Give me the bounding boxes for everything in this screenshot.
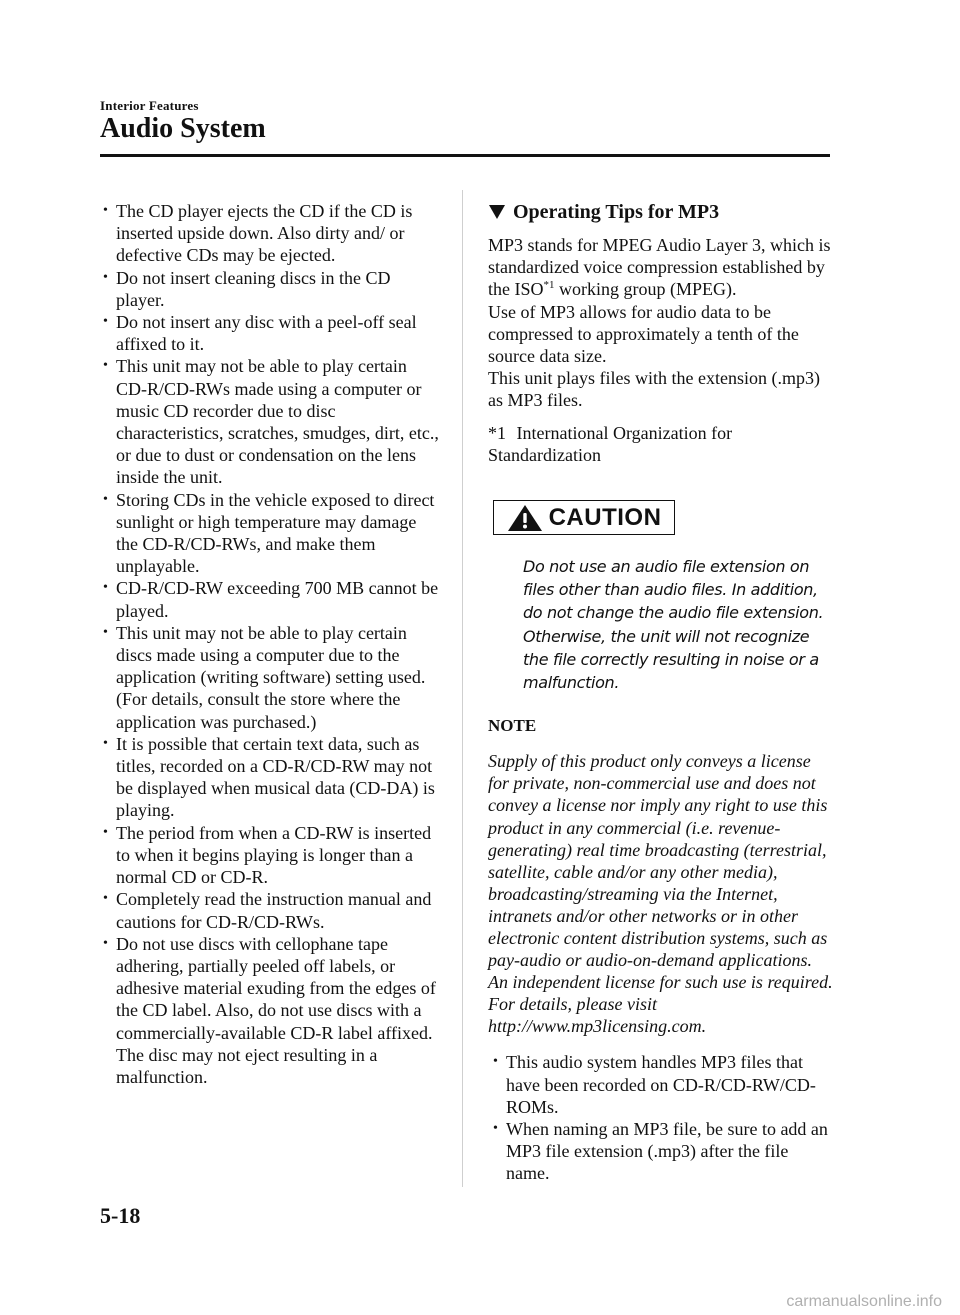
bullet-dot-icon: • xyxy=(103,580,108,596)
header-rule xyxy=(100,154,830,157)
warning-triangle-icon xyxy=(507,504,543,532)
bullet-dot-icon: • xyxy=(103,314,108,330)
list-item: • Completely read the instruction manual and cautions for CD-R/CD-RWs. xyxy=(103,889,432,932)
list-item: • Do not insert cleaning discs in the CD player. xyxy=(103,267,391,310)
bullet-dot-icon: • xyxy=(103,935,108,951)
list-item: • This audio system handles MP3 files that have been recorded on CD-R/CD-RW/CD-ROMs. xyxy=(493,1052,816,1117)
bullet-dot-icon: • xyxy=(103,491,108,507)
bullet-dot-icon: • xyxy=(103,203,108,218)
watermark: carmanualsonline.info xyxy=(786,1293,942,1310)
column-divider xyxy=(462,190,463,1187)
footnote: *1 International Organization for Standardization xyxy=(488,422,733,465)
list-item: • When naming an MP3 file, be sure to add an MP3 file extension (.mp3) after the file name. xyxy=(493,1119,828,1184)
note-text: Supply of this product only conveys a license for private, non-commercial use and does not convey a license nor imply any right to use this product in any commercial (i.e. revenue-generating) real time broadcasting (terrestrial, satellite, cable and/or any other media), broadcasting/streaming via the Internet, intranets and/or other networks or in other electronic content distribution systems, such as pay-audio or audio-on-demand applications. An independent license for such use is required. For details, please visit http://www.mp3licensing.com. xyxy=(488,751,833,1037)
page-title: Audio System xyxy=(100,113,266,144)
list-item: • It is possible that certain text data, such as titles, recorded on a CD-R/CD-RW may not be displayed when musical data (CD-DA) is playing. xyxy=(103,733,435,821)
bullet-dot-icon: • xyxy=(103,735,108,751)
triangle-down-icon xyxy=(489,205,505,219)
bullet-dot-icon: • xyxy=(103,891,108,907)
caution-label-box: CAUTION xyxy=(493,500,675,535)
mp3-compression-paragraph: Use of MP3 allows for audio data to be compressed to approximately a tenth of the source data size. xyxy=(488,301,799,367)
list-item: • CD-R/CD-RW exceeding 700 MB cannot be played. xyxy=(103,578,439,621)
list-item: • The period from when a CD-RW is inserted to when it begins playing is longer than a normal CD or CD-R. xyxy=(103,822,432,888)
bullet-dot-icon: • xyxy=(103,269,108,285)
section-label: Interior Features xyxy=(100,98,199,113)
list-item: • This unit may not be able to play certain discs made using a computer due to the application (writing software) setting used. (For details, consult the store where the application was purchased.) xyxy=(103,622,426,732)
list-item: • This unit may not be able to play certain CD-R/CD-RWs made using a computer or music CD recorder due to disc characteristics, scratches, smudges, dirt, etc., or due to dust or condensation on the lens inside the unit. xyxy=(103,356,439,488)
bullet-dot-icon: • xyxy=(103,824,108,840)
left-column xyxy=(100,200,440,1088)
bullet-dot-icon: • xyxy=(103,358,108,374)
caution-text: Do not use an audio file extension on files other than audio files. In addition, do not change the audio file extension. Otherwise, the unit will not recognize the file correctly resulting in noise or a malfunction. xyxy=(523,557,824,693)
cd-tips-list xyxy=(100,200,440,1088)
list-item: • Do not use discs with cellophane tape adhering, partially peeled off labels, or adhesive material exuding from the edges of the CD label. Also, do not use discs with a commercially-available CD-R label affixed. The disc may not eject resulting in a malfunction. xyxy=(103,933,436,1087)
mp3-tips-list xyxy=(488,1051,833,1184)
bullet-dot-icon: • xyxy=(493,1121,498,1137)
right-column xyxy=(488,198,833,1185)
list-item: • Do not insert any disc with a peel-off seal affixed to it. xyxy=(103,312,417,355)
list-item: • The CD player ejects the CD if the CD is inserted upside down. Also dirty and/ or defective CDs may be ejected. xyxy=(103,201,413,266)
mp3-extension-paragraph: This unit plays files with the extension (.mp3) as MP3 files. xyxy=(488,368,820,411)
section-heading: Operating Tips for MP3 xyxy=(488,198,833,226)
list-item: • Storing CDs in the vehicle exposed to direct sunlight or high temperature may damage the CD-R/CD-RWs, and make them unplayable. xyxy=(103,489,435,577)
mp3-definition: MP3 stands for MPEG Audio Layer 3, which is standardized voice compression established by the ISO$^{*1}$ working group (MPEG). xyxy=(488,235,831,300)
bullet-dot-icon: • xyxy=(103,624,108,640)
note-label: NOTE xyxy=(488,716,537,736)
bullet-dot-icon: • xyxy=(493,1054,498,1070)
page-number: 5-18 xyxy=(100,1203,141,1228)
